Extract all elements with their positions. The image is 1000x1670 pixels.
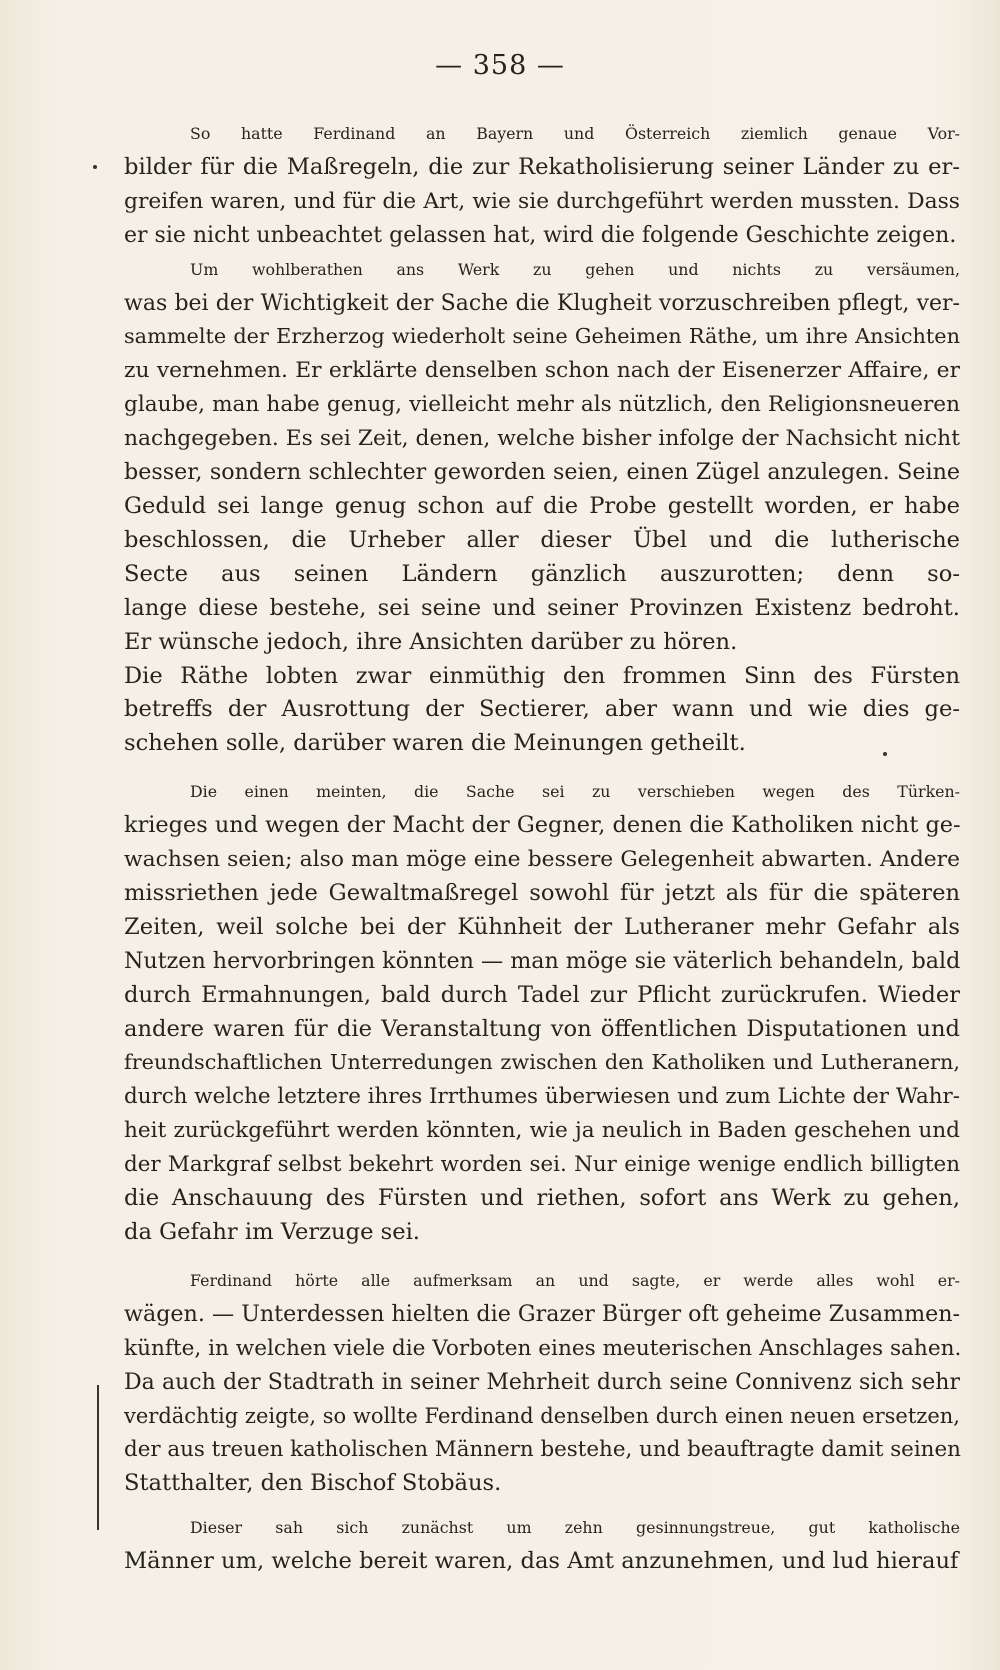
- text-line: der aus treuen katholischen Männern bestehe, und beauftragte damit seinen: [124, 1437, 961, 1463]
- text-line: schehen solle, darüber waren die Meinungen getheilt.: [124, 730, 746, 757]
- paragraph: [124, 117, 960, 253]
- text-line: bilder für die Maßregeln, die zur Rekatholisierung seiner Länder zu er-: [124, 153, 960, 180]
- text-line: betreffs der Ausrottung der Sectierer, aber wann und wie dies ge-: [124, 696, 960, 723]
- text-line: freundschaftlichen Unterredungen zwischen den Katholiken und Lutheranern,: [124, 1050, 960, 1075]
- text-line: Zeiten, weil solche bei der Kühnheit der Lutheraner mehr Gefahr als: [124, 913, 960, 940]
- text-line: Die Räthe lobten zwar einmüthig den frommen Sinn des Fürsten: [124, 662, 960, 689]
- paragraph: [124, 1264, 960, 1501]
- text-line: besser, sondern schlechter geworden seien, einen Zügel anzulegen. Seine: [124, 459, 960, 486]
- text-line: was bei der Wichtigkeit der Sache die Klugheit vorzuschreiben pflegt, ver-: [124, 290, 960, 316]
- text-line: durch Ermahnungen, bald durch Tadel zur Pflicht zurückrufen. Wieder: [124, 981, 960, 1008]
- text-line: da Gefahr im Verzuge sei.: [124, 1219, 420, 1245]
- text-line: künfte, in welchen viele die Vorboten eines meuterischen Anschlages sahen.: [124, 1335, 962, 1361]
- text-line: der Markgraf selbst bekehrt worden sei. Nur einige wenige endlich billigten: [124, 1152, 960, 1178]
- text-line: wägen. — Unterdessen hielten die Grazer Bürger oft geheime Zusammen-: [124, 1300, 961, 1327]
- paragraph: [124, 1511, 960, 1579]
- text-line: zu vernehmen. Er erklärte denselben schon nach der Eisenerzer Affaire, er: [124, 358, 960, 384]
- text-line: Geduld sei lange genug schon auf die Probe gestellt worden, er habe: [124, 492, 960, 519]
- body-text: [124, 117, 960, 1579]
- text-line: Nutzen hervorbringen könnten — man möge sie väterlich behandeln, bald: [124, 947, 961, 974]
- text-line: So hatte Ferdinand an Bayern und Österreich ziemlich genaue Vor-: [190, 124, 960, 143]
- text-line: greifen waren, und für die Art, wie sie durchgeführt werden mussten. Dass: [124, 188, 960, 214]
- text-line: Die einen meinten, die Sache sei zu verschieben wegen des Türken-: [190, 782, 960, 802]
- paragraph: [124, 775, 960, 1250]
- text-line: er sie nicht unbeachtet gelassen hat, wird die folgende Geschichte zeigen.: [124, 222, 957, 248]
- margin-pencil-mark: [97, 1385, 99, 1530]
- text-line: Um wohlberathen ans Werk zu gehen und nichts zu versäumen,: [190, 259, 960, 279]
- paragraph: [124, 660, 960, 762]
- paragraph-gap: [124, 1250, 960, 1264]
- text-line: krieges und wegen der Macht der Gegner, denen die Katholiken nicht ge-: [124, 812, 961, 839]
- ink-dot: [883, 752, 887, 756]
- text-line: beschlossen, die Urheber aller dieser Übel und die lutherische: [124, 526, 960, 553]
- text-line: Er wünsche jedoch, ihre Ansichten darüber zu hören.: [124, 628, 738, 655]
- text-line: Da auch der Stadtrath in seiner Mehrheit durch seine Connivenz sich sehr: [124, 1369, 960, 1395]
- page-number: — 358 —: [435, 50, 565, 81]
- text-line: wachsen seien; also man möge eine bessere Gelegenheit abwarten. Andere: [124, 847, 960, 873]
- text-line: missriethen jede Gewaltmaßregel sowohl für jetzt als für die späteren: [124, 879, 960, 906]
- text-line: Secte aus seinen Ländern gänzlich auszurotten; denn so-: [124, 560, 960, 587]
- text-line: verdächtig zeigte, so wollte Ferdinand denselben durch einen neuen ersetzen,: [124, 1403, 960, 1428]
- text-line: Statthalter, den Bischof Stobäus.: [124, 1470, 502, 1497]
- text-line: nachgegeben. Es sei Zeit, denen, welche bisher infolge der Nachsicht nicht: [124, 426, 960, 452]
- text-line: Ferdinand hörte alle aufmerksam an und sagte, er werde alles wohl er-: [190, 1270, 960, 1290]
- text-line: die Anschauung des Fürsten und riethen, sofort ans Werk zu gehen,: [124, 1185, 960, 1212]
- paragraph: [124, 253, 960, 660]
- text-line: heit zurückgeführt werden könnten, wie ja neulich in Baden geschehen und: [124, 1118, 960, 1144]
- text-line: durch welche letztere ihres Irrthumes überwiesen und zum Lichte der Wahr-: [124, 1084, 960, 1110]
- margin-dot: [93, 165, 97, 169]
- text-line: lange diese bestehe, sei seine und seiner Provinzen Existenz bedroht.: [124, 594, 960, 621]
- text-line: andere waren für die Veranstaltung von öffentlichen Disputationen und: [124, 1015, 960, 1042]
- paragraph-gap: [124, 1501, 960, 1511]
- text-line: glaube, man habe genug, vielleicht mehr als nützlich, den Religionsneueren: [124, 392, 960, 418]
- paragraph-gap: [124, 761, 960, 775]
- text-line: sammelte der Erzherzog wiederholt seine Geheimen Räthe, um ihre Ansichten: [124, 324, 960, 349]
- text-line: Dieser sah sich zunächst um zehn gesinnungstreue, gut katholische: [190, 1518, 960, 1538]
- text-line: Männer um, welche bereit waren, das Amt anzunehmen, und lud hierauf: [124, 1548, 959, 1575]
